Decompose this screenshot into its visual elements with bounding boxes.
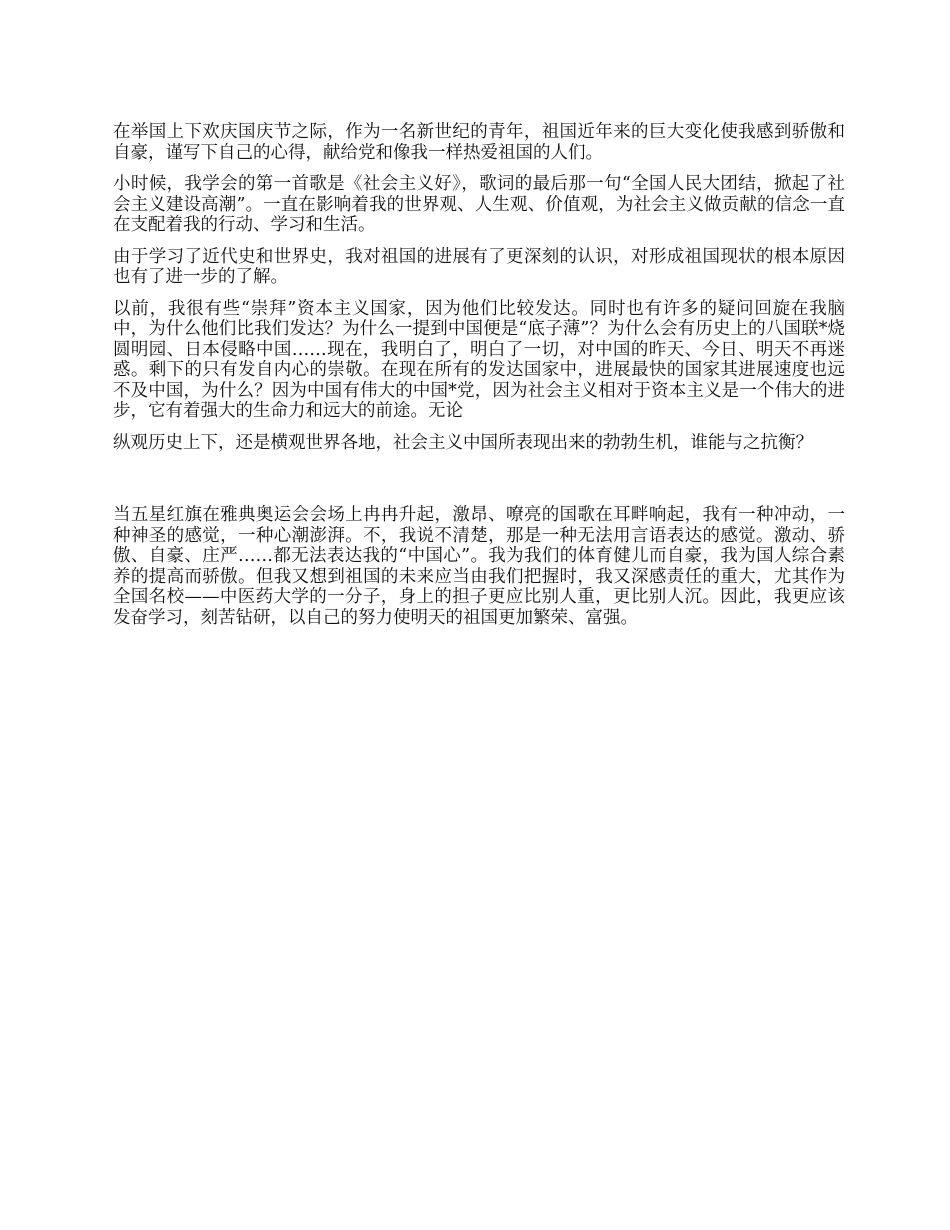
paragraph-4: 以前，我很有些“崇拜”资本主义国家，因为他们比较发达。同时也有许多的疑问回旋在我脑中，为什么他们比我们发达？为什么一提到中国便是“底子薄”？为什么会有历史上的八国联*烧圆明园、日本侵略中国……现在，我明白了，明白了一切，对中国的昨天、今日、明天不再迷惑。剩下的只有发自内心的崇敬。在现在所有的发达国家中，进展最快的国家其进展速度也远不及中国，为什么？因为中国有伟大的中国*党，因为社会主义相对于资本主义是一个伟大的进步，它有着强大的生命力和远大的前途。无论 (113, 298, 845, 421)
paragraph-3: 由于学习了近代史和世界史，我对祖国的进展有了更深刻的认识，对形成祖国现状的根本原因也有了进一步的了解。 (113, 246, 845, 287)
paragraph-5: 纵观历史上下，还是横观世界各地，社会主义中国所表现出来的勃勃生机，谁能与之抗衡？ (113, 432, 813, 453)
paragraph-1: 在举国上下欢庆国庆节之际，作为一名新世纪的青年，祖国近年来的巨大变化使我感到骄傲和自豪，谨写下自己的心得，献给党和像我一样热爱祖国的人们。 (113, 122, 845, 163)
document-page (113, 122, 845, 639)
paragraph-6: 当五星红旗在雅典奥运会会场上冉冉升起，激昂、嘹亮的国歌在耳畔响起，我有一种冲动，一种神圣的感觉，一种心潮澎湃。不，我说不清楚，那是一种无法用言语表达的感觉。激动、骄傲、自豪、庄严……都无法表达我的“中国心”。我为我们的体育健儿而自豪，我为国人综合素养的提高而骄傲。但我又想到祖国的未来应当由我们把握时，我又深感责任的重大，尤其作为全国名校——中医药大学的一分子，身上的担子更应比别人重，更比别人沉。因此，我更应该发奋学习，刻苦钻研，以自己的努力使明天的祖国更加繁荣、富强。 (113, 505, 845, 628)
paragraph-2: 小时候，我学会的第一首歌是《社会主义好》，歌词的最后那一句“全国人民大团结，掀起了社会主义建设高潮”。一直在影响着我的世界观、人生观、价值观，为社会主义做贡献的信念一直在支配着我的行动、学习和生活。 (113, 174, 845, 235)
